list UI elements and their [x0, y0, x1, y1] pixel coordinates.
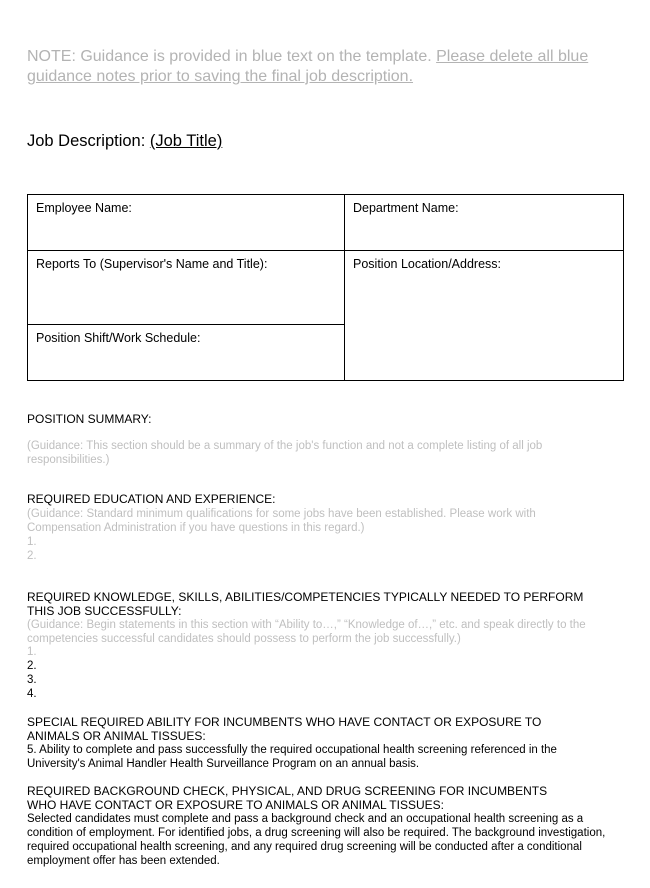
education-guidance: (Guidance: Standard minimum qualifications for some jobs have been established. Please work with Compensation Administration if you have questions in this regard.): [27, 508, 536, 534]
ksa-item-3: 3.: [27, 674, 37, 686]
job-description-title: [27, 130, 222, 152]
department-name-label: Department Name:: [353, 201, 459, 215]
background-text: Selected candidates must complete and pass a background check and an occupational health screening as a condition of employment. For identified jobs, a drug screening will also be required. The background investigation, required occupational health screening, and any required drug screening will be conducted after a conditional employment offer has been extended.: [27, 813, 606, 867]
animals-text: 5. Ability to complete and pass successfully the required occupational health screening referenced in the University's Animal Handler Health Surveillance Program on an annual basis.: [27, 744, 557, 770]
job-description-label: Job Description:: [27, 132, 150, 150]
employee-name-label: Employee Name:: [36, 201, 132, 215]
education-heading: REQUIRED EDUCATION AND EXPERIENCE:: [27, 492, 276, 506]
ksa-item-2: 2.: [27, 660, 37, 672]
ksa-heading: REQUIRED KNOWLEDGE, SKILLS, ABILITIES/COMPETENCIES TYPICALLY NEEDED TO PERFORM THIS JOB SUCCESSFULLY:: [27, 590, 584, 618]
shift-schedule-label: Position Shift/Work Schedule:: [36, 331, 201, 345]
reports-to-label: Reports To (Supervisor's Name and Title):: [36, 257, 268, 271]
position-summary-heading: POSITION SUMMARY:: [27, 412, 152, 426]
reports-to-cell[interactable]: [28, 251, 345, 325]
ksa-item-1: 1.: [27, 646, 37, 658]
position-location-cell[interactable]: [345, 251, 624, 381]
ksa-item-4: 4.: [27, 688, 37, 700]
background-heading: REQUIRED BACKGROUND CHECK, PHYSICAL, AND DRUG SCREENING FOR INCUMBENTS WHO HAVE CONTACT OR EXPOSURE TO ANIMALS OR ANIMAL TISSUES:: [27, 784, 548, 812]
education-item-1: 1.: [27, 536, 37, 548]
employee-info-table: [27, 194, 624, 381]
job-title-placeholder[interactable]: (Job Title): [149, 132, 223, 150]
shift-schedule-cell[interactable]: [28, 325, 345, 381]
guidance-note-warning: Please delete all blue guidance notes prior to saving the final job description.: [27, 48, 589, 85]
department-name-cell[interactable]: [345, 195, 624, 251]
position-summary-guidance: (Guidance: This section should be a summary of the job's function and not a complete listing of all job responsibilities.): [27, 440, 543, 466]
guidance-note-prefix: NOTE: Guidance is provided in blue text on the template.: [27, 48, 437, 65]
employee-name-cell[interactable]: [28, 195, 345, 251]
education-item-2: 2.: [27, 550, 37, 562]
ksa-guidance: (Guidance: Begin statements in this section with “Ability to…,” “Knowledge of…,” etc. and speak directly to the competencies successful candidates should possess to perform the job successfully.): [27, 619, 586, 645]
position-location-label: Position Location/Address:: [353, 257, 502, 271]
animals-heading: SPECIAL REQUIRED ABILITY FOR INCUMBENTS WHO HAVE CONTACT OR EXPOSURE TO ANIMALS OR ANIMAL TISSUES:: [27, 715, 542, 743]
guidance-note: [27, 47, 617, 87]
